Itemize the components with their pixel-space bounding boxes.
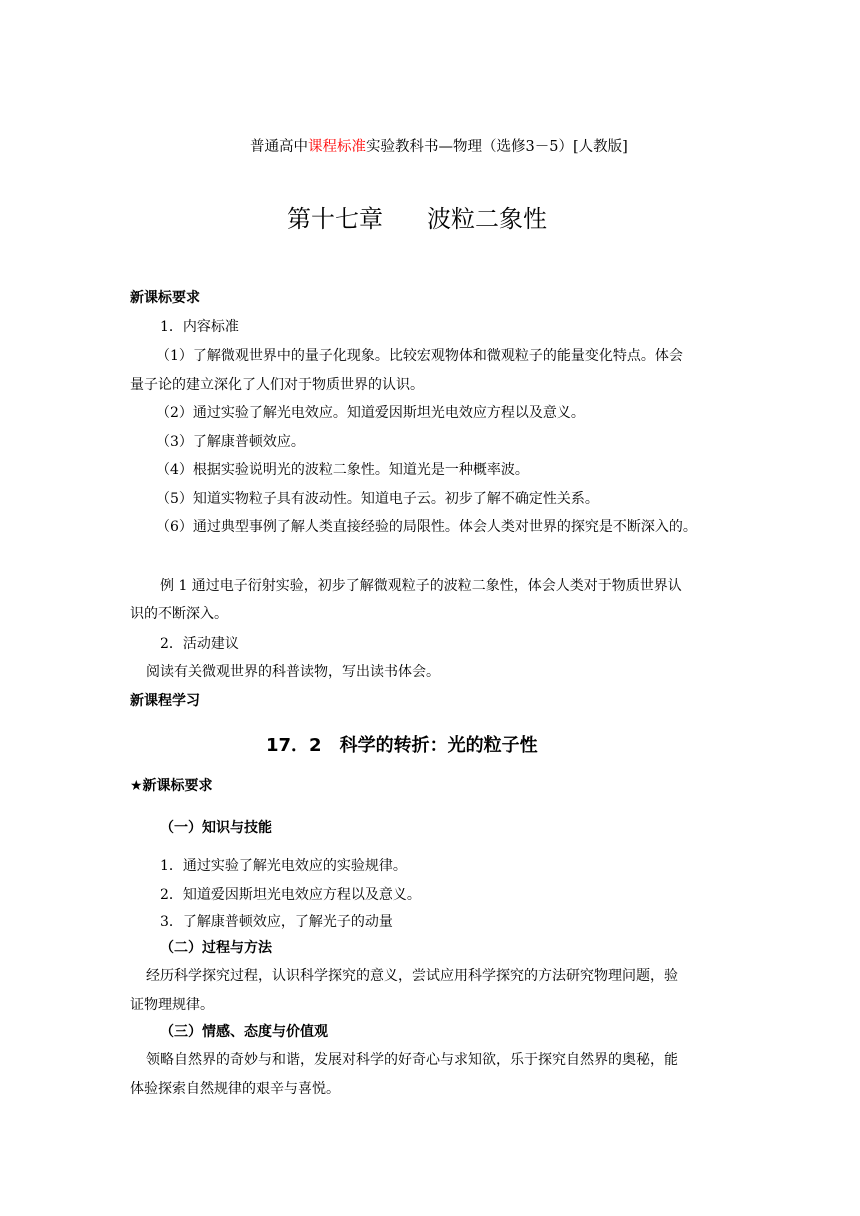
activity-label: 2．活动建议 bbox=[160, 636, 239, 652]
knowledge-item-1: 1．通过实验了解光电效应的实验规律。 bbox=[160, 858, 407, 874]
attitude-values-line-1: 领略自然界的奇妙与和谐，发展对科学的好奇心与求知欲，乐于探究自然界的奥秘，能 bbox=[146, 1052, 678, 1068]
attitude-values-heading: （三）情感、态度与价值观 bbox=[160, 1024, 328, 1040]
document-header bbox=[250, 137, 628, 157]
example-line-2: 识的不断深入。 bbox=[130, 606, 228, 622]
new-course-heading: 新课程学习 bbox=[130, 693, 200, 709]
chapter-title bbox=[287, 202, 547, 236]
chapter-name: 波粒二象性 bbox=[427, 205, 547, 233]
header-text-highlight: 课程标准 bbox=[308, 139, 366, 155]
header-text-2: 实验教科书—物理（选修3－5）[人教版] bbox=[366, 139, 628, 155]
knowledge-skills-heading: （一）知识与技能 bbox=[160, 820, 272, 836]
attitude-values-line-2: 体验探索自然规律的艰辛与喜悦。 bbox=[130, 1081, 340, 1097]
standard-item-2: （2）通过实验了解光电效应。知道爱因斯坦光电效应方程以及意义。 bbox=[156, 405, 585, 421]
standard-item-6: （6）通过典型事例了解人类直接经验的局限性。体会人类对世界的探究是不断深入的。 bbox=[156, 519, 697, 535]
standard-item-1-cont: 量子论的建立深化了人们对于物质世界的认识。 bbox=[130, 377, 424, 393]
example-line-1: 例 1 通过电子衍射实验，初步了解微观粒子的波粒二象性，体会人类对于物质世界认 bbox=[160, 578, 682, 594]
process-method-heading: （二）过程与方法 bbox=[160, 940, 272, 956]
knowledge-item-2: 2．知道爱因斯坦光电效应方程以及意义。 bbox=[160, 887, 421, 903]
process-method-line-1: 经历科学探究过程，认识科学探究的意义，尝试应用科学探究的方法研究物理问题，验 bbox=[146, 968, 678, 984]
standard-item-4: （4）根据实验说明光的波粒二象性。知道光是一种概率波。 bbox=[156, 462, 529, 478]
requirements-heading: 新课标要求 bbox=[130, 290, 200, 306]
chapter-number: 第十七章 bbox=[287, 205, 383, 233]
content-standard-label: 1．内容标准 bbox=[160, 319, 239, 335]
standard-item-5: （5）知道实物粒子具有波动性。知道电子云。初步了解不确定性关系。 bbox=[156, 491, 599, 507]
standard-item-1: （1）了解微观世界中的量子化现象。比较宏观物体和微观粒子的能量变化特点。体会 bbox=[156, 348, 683, 364]
activity-text: 阅读有关微观世界的科普读物，写出读书体会。 bbox=[146, 664, 440, 680]
knowledge-item-3: 3．了解康普顿效应，了解光子的动量 bbox=[160, 914, 393, 930]
section-title: 17．2 科学的转折：光的粒子性 bbox=[266, 735, 538, 756]
section-requirements-heading: ★新课标要求 bbox=[130, 778, 213, 794]
standard-item-3: （3）了解康普顿效应。 bbox=[156, 434, 305, 450]
header-text-1: 普通高中 bbox=[250, 139, 308, 155]
process-method-line-2: 证物理规律。 bbox=[130, 997, 214, 1013]
